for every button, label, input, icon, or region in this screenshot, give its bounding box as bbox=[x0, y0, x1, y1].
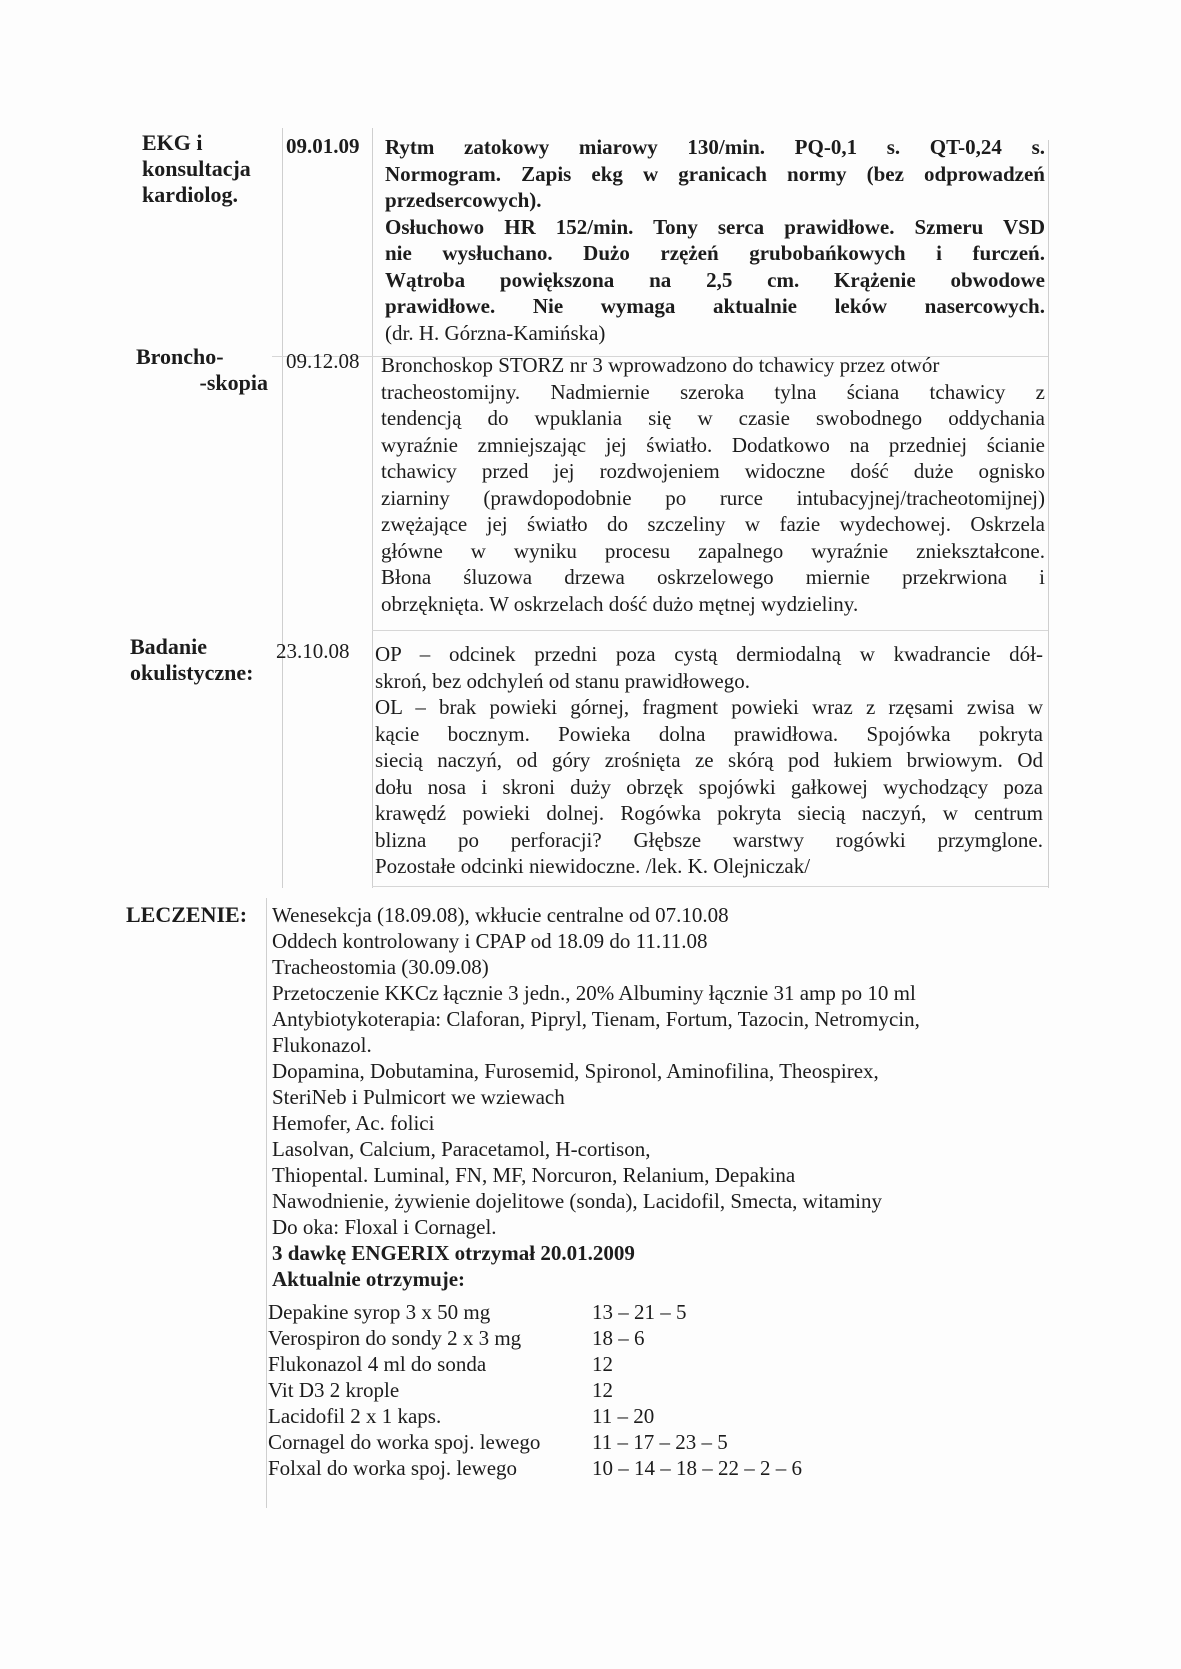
table-row bbox=[268, 1403, 802, 1429]
label-line: okulistyczne: bbox=[130, 660, 254, 685]
ekg-findings bbox=[385, 134, 1045, 346]
label-line: Badanie bbox=[130, 634, 208, 659]
medication-times: 18 – 6 bbox=[592, 1326, 645, 1350]
eye-exam-date: 23.10.08 bbox=[276, 639, 350, 663]
eye-exam-findings bbox=[375, 641, 1043, 880]
medication-times: 12 bbox=[592, 1378, 613, 1402]
treatment-line: Dopamina, Dobutamina, Furosemid, Spironol, Aminofilina, Theospirex, bbox=[272, 1059, 879, 1083]
text-line: blizna po perforacji? Głębsze warstwy rogówki przymglone. bbox=[375, 827, 1043, 852]
medication-name: Cornagel do worka spoj. lewego bbox=[268, 1430, 541, 1454]
medication-times: 12 bbox=[592, 1352, 613, 1376]
text-line: Wątroba powiększona na 2,5 cm. Krążenie obwodowe bbox=[385, 267, 1045, 292]
text-line: tracheostomijny. Nadmiernie szeroka tylna ściana tchawicy z bbox=[381, 379, 1045, 404]
medication-times: 10 – 14 – 18 – 22 – 2 – 6 bbox=[592, 1456, 802, 1480]
text-line: wyraźnie zmniejszając jej światło. Dodatkowo na przedniej ścianie bbox=[381, 432, 1045, 457]
eye-exam-section-label bbox=[130, 634, 253, 686]
medication-name: Lacidofil 2 x 1 kaps. bbox=[268, 1404, 442, 1428]
text-line: przedsercowych). bbox=[385, 188, 542, 212]
table-row bbox=[268, 1299, 802, 1325]
text-line: OP – odcinek przedni poza cystą dermiodalną w kwadrancie dół- bbox=[375, 642, 1043, 666]
label-line: EKG i bbox=[142, 130, 203, 155]
current-medications-table bbox=[268, 1299, 802, 1481]
ekg-section-label bbox=[142, 130, 251, 208]
column-divider-label bbox=[282, 128, 283, 888]
current-meds-heading: Aktualnie otrzymuje: bbox=[272, 1267, 466, 1291]
treatment-line: Do oka: Floxal i Cornagel. bbox=[272, 1215, 497, 1239]
column-divider-date bbox=[372, 128, 373, 888]
treatment-line: Flukonazol. bbox=[272, 1033, 372, 1057]
treatment-line: Hemofer, Ac. folici bbox=[272, 1111, 435, 1135]
medication-name: Depakine syrop 3 x 50 mg bbox=[268, 1300, 491, 1324]
treatment-divider bbox=[266, 898, 267, 1508]
ekg-date: 09.01.09 bbox=[286, 134, 360, 158]
label-line: konsultacja bbox=[142, 156, 251, 181]
table-row bbox=[268, 1325, 802, 1351]
text-line: kącie bocznym. Powieka dolna prawidłowa. Spojówka pokryta bbox=[375, 721, 1043, 746]
text-line: zwężające jej światło do szczeliny w fazie wydechowej. Oskrzela bbox=[381, 512, 1045, 536]
text-line: obrzęknięta. W oskrzelach dość dużo mętnej wydzieliny. bbox=[381, 591, 859, 616]
text-line: Normogram. Zapis ekg w granicach normy (bez odprowadzeń bbox=[385, 161, 1045, 186]
text-line bbox=[375, 853, 1043, 880]
eye-exam-signature: /lek. K. Olejniczak/ bbox=[645, 854, 811, 878]
treatment-line: Lasolvan, Calcium, Paracetamol, H-cortison, bbox=[272, 1137, 651, 1161]
text-line: Bronchoskop STORZ nr 3 wprowadzono do tchawicy przez otwór bbox=[381, 353, 940, 377]
text-line: siecią naczyń, od góry zrośnięta ze skórą pod łukiem brwiowym. Od bbox=[375, 748, 1043, 772]
text-line: prawidłowe. Nie wymaga aktualnie leków nasercowych. bbox=[385, 294, 1045, 318]
row-divider bbox=[372, 630, 1048, 631]
medication-times: 11 – 20 bbox=[592, 1404, 655, 1428]
treatment-details bbox=[272, 902, 1032, 1292]
bronchoscopy-findings bbox=[381, 352, 1045, 617]
medication-name: Vit D3 2 krople bbox=[268, 1378, 400, 1402]
eye-exam-last-line: Pozostałe odcinki niewidoczne. bbox=[375, 854, 641, 878]
text-line: tchawicy przed jej rozdwojeniem widoczne dość duże ognisko bbox=[381, 459, 1045, 483]
treatment-line: Tracheostomia (30.09.08) bbox=[272, 955, 489, 979]
text-line: tendencją do wpuklania się w czasie swobodnego oddychania bbox=[381, 406, 1045, 430]
medication-times: 13 – 21 – 5 bbox=[592, 1300, 687, 1324]
text-line: krawędź powieki dolnej. Rogówka pokryta siecią naczyń, w centrum bbox=[375, 801, 1043, 825]
medication-name: Folxal do worka spoj. lewego bbox=[268, 1456, 518, 1480]
treatment-line: Thiopental. Luminal, FN, MF, Norcuron, Relanium, Depakina bbox=[272, 1163, 796, 1187]
bronchoscopy-section-label bbox=[136, 344, 268, 396]
treatment-line: SteriNeb i Pulmicort we wziewach bbox=[272, 1085, 565, 1109]
text-line: nie wysłuchano. Dużo rzężeń grubobańkowych i furczeń. bbox=[385, 241, 1045, 265]
medication-name: Flukonazol 4 ml do sonda bbox=[268, 1352, 487, 1376]
text-line: Błona śluzowa drzewa oskrzelowego miernie przekrwiona i bbox=[381, 565, 1045, 589]
vaccine-note: 3 dawkę ENGERIX otrzymał 20.01.2009 bbox=[272, 1241, 635, 1265]
treatment-line: Antybiotykoterapia: Claforan, Pipryl, Tienam, Fortum, Tazocin, Netromycin, bbox=[272, 1007, 920, 1031]
text-line: skroń, bez odchyleń od stanu prawidłowego. bbox=[375, 668, 750, 693]
bronchoscopy-date: 09.12.08 bbox=[286, 349, 360, 373]
text-line: ziarniny (prawdopodobnie po rurce intubacyjnej/tracheotomijnej) bbox=[381, 485, 1045, 510]
treatment-line: Wenesekcja (18.09.08), wkłucie centralne od 07.10.08 bbox=[272, 903, 729, 927]
text-line: główne w wyniku procesu zapalnego wyraźnie zniekształcone. bbox=[381, 538, 1045, 563]
label-line: -skopia bbox=[199, 370, 268, 395]
treatment-line: Przetoczenie KKCz łącznie 3 jedn., 20% Albuminy łącznie 31 amp po 10 ml bbox=[272, 981, 916, 1005]
ekg-signature: (dr. H. Górzna-Kamińska) bbox=[385, 320, 606, 345]
treatment-line: Nawodnienie, żywienie dojelitowe (sonda), Lacidofil, Smecta, witaminy bbox=[272, 1189, 882, 1213]
text-line: dołu nosa i skroni duży obrzęk spojówki gałkowej wychodzący poza bbox=[375, 774, 1043, 799]
label-line: kardiolog. bbox=[142, 182, 238, 207]
medication-times: 11 – 17 – 23 – 5 bbox=[592, 1430, 728, 1454]
table-row bbox=[268, 1455, 802, 1481]
table-row bbox=[268, 1429, 802, 1455]
treatment-label: LECZENIE: bbox=[126, 902, 248, 927]
text-line: Osłuchowo HR 152/min. Tony serca prawidłowe. Szmeru VSD bbox=[385, 214, 1045, 239]
label-line: Broncho- bbox=[136, 344, 224, 369]
text-line: OL – brak powieki górnej, fragment powieki wraz z rzęsami zwisa w bbox=[375, 695, 1043, 719]
table-row bbox=[268, 1351, 802, 1377]
table-row bbox=[268, 1377, 802, 1403]
treatment-line: Oddech kontrolowany i CPAP od 18.09 do 11.11.08 bbox=[272, 929, 708, 953]
column-divider-right bbox=[1048, 140, 1049, 888]
medication-name: Verospiron do sondy 2 x 3 mg bbox=[268, 1326, 522, 1350]
text-line: Rytm zatokowy miarowy 130/min. PQ-0,1 s. QT-0,24 s. bbox=[385, 135, 1045, 159]
row-divider bbox=[372, 886, 1048, 887]
